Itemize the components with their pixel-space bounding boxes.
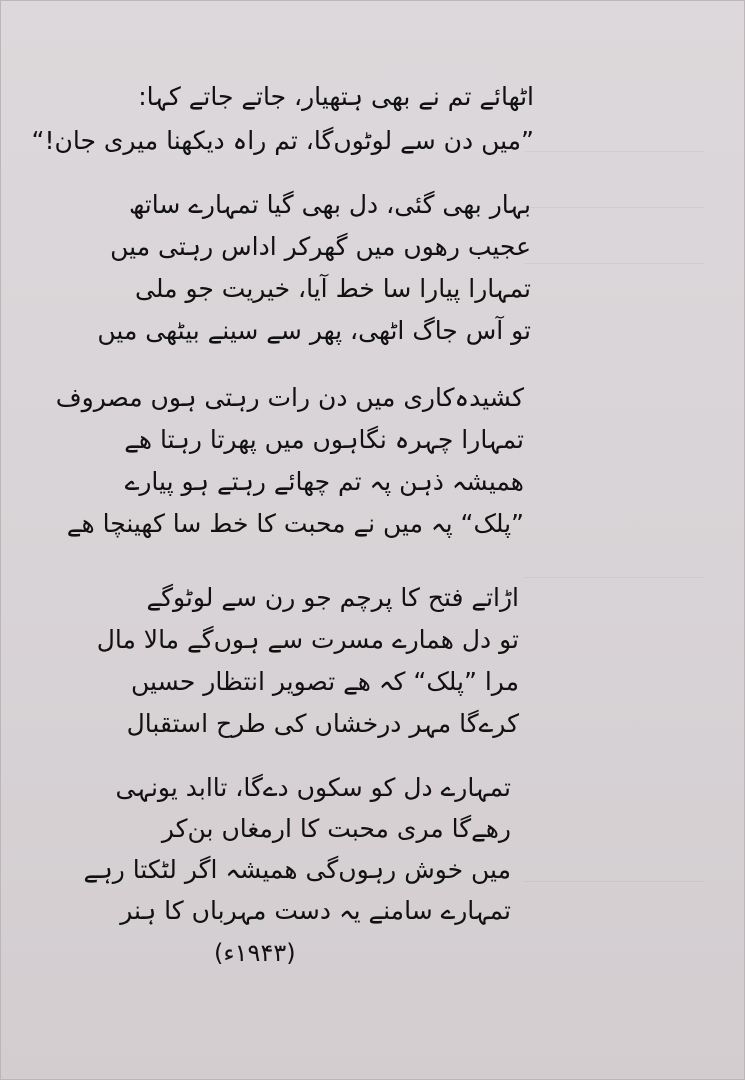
verse-line: بہار بھی گئی، دل بھی گیا تمہارے ساتھ <box>129 190 531 219</box>
verse-line: کرے‌گا مہر درخشاں کی طرح استقبال <box>126 709 519 738</box>
bleed-through-line <box>524 881 704 882</box>
verse-line: ”میں دن سے لوٹوں‌گا، تم راہ دیکھنا میری جان!“ <box>31 126 534 155</box>
verse-line: میں خوش رہوں‌گی ھمیشہ اگر لٹکتا رہے <box>83 855 511 884</box>
bleed-through-line <box>524 577 704 578</box>
verse-line: کشیدہ‌کاری میں دن رات رہتی ہوں مصروف <box>55 383 524 412</box>
verse-line: تو آس جاگ اٹھی، پھر سے سینے بیٹھی میں <box>97 316 531 345</box>
stanza-4 <box>0 577 519 745</box>
verse-line: تمہارے سامنے یہ دست مہرباں کا ہنر <box>120 896 511 925</box>
verse-line: رھے‌گا مری محبت کا ارمغاں بن‌کر <box>161 814 511 843</box>
verse-line: تمہارا چہرہ نگاہوں میں پھرتا رہتا ھے <box>124 425 524 454</box>
bleed-through-line <box>524 263 704 264</box>
verse-line: تمہارے دل کو سکوں دے‌گا، تاابد یونہی <box>115 773 511 802</box>
verse-line: عجیب رھوں میں گھرکر اداس رہتی میں <box>110 232 531 261</box>
stanza-2 <box>0 184 531 352</box>
verse-line: تو دل ھمارے مسرت سے ہوں‌گے مالا مال <box>96 625 519 654</box>
verse-line: ”پلک“ پہ میں نے محبت کا خط سا کھینچا ھے <box>66 509 524 538</box>
poem-date: (۱۹۴۳ء) <box>214 939 296 967</box>
bleed-through-line <box>524 151 704 152</box>
verse-line: ھمیشہ ذہن پہ تم چھائے رہتے ہو پیارے <box>124 467 524 496</box>
verse-line: تمہارا پیارا سا خط آیا، خیریت جو ملی <box>135 274 531 303</box>
stanza-1 <box>0 75 534 163</box>
stanza-3 <box>0 377 524 545</box>
verse-line: اٹھائے تم نے بھی ہتھیار، جاتے جاتے کہا: <box>138 82 534 111</box>
bleed-through-line <box>524 207 704 208</box>
stanza-5 <box>0 767 511 931</box>
verse-line: اڑاتے فتح کا پرچم جو رن سے لوٹوگے <box>146 583 519 612</box>
verse-line: مرا ”پلک“ کہ ھے تصویر انتظار حسیں <box>131 667 519 696</box>
